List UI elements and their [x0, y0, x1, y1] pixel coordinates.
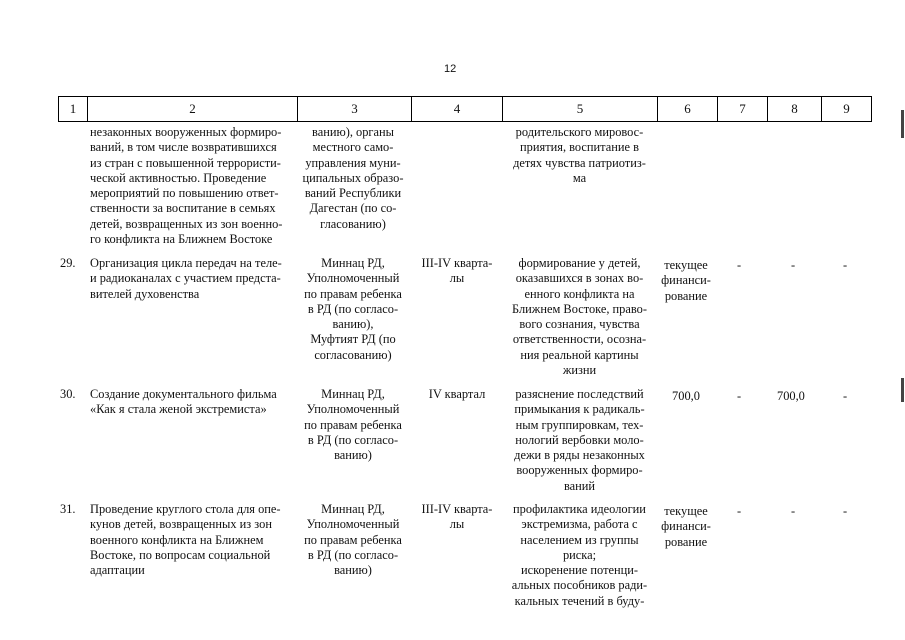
- header-col-4: 4: [412, 97, 503, 121]
- row-30-period: IV квартал: [428, 387, 486, 401]
- row-31-col8: -: [791, 504, 796, 518]
- scan-edge-mark: [901, 378, 904, 402]
- header-col-2: 2: [88, 97, 298, 121]
- continuation-executor: ванию), органы местного само- управления муни- ципальных образо- ваний Республики Дагестан (по со- гласованию): [302, 125, 404, 231]
- header-col-9: 9: [843, 101, 850, 116]
- page-number: 12: [444, 63, 457, 75]
- row-30-col7: -: [737, 389, 742, 403]
- row-31-measure: Проведение круглого стола для опе- кунов детей, возвращенных из зон военного конфликта на Ближнем Востоке, по вопросам социальной адаптации: [90, 502, 281, 578]
- continuation-result: родительского мировос- приятия, воспитание в детях чувства патриотиз- ма: [513, 125, 646, 185]
- row-29-measure: Организация цикла передач на теле- и радиоканалах с участием предста- вителей духовенства: [90, 256, 282, 301]
- row-30-number: 30.: [60, 387, 76, 401]
- row-29-number: 29.: [60, 256, 76, 270]
- header-col-1: 1: [59, 97, 88, 121]
- row-30-executor: Миннац РД, Уполномоченный по правам ребенка в РД (по согласо- ванию): [304, 387, 402, 463]
- scan-edge-mark: [901, 110, 904, 138]
- header-col-3: 3: [298, 97, 412, 121]
- header-col-7: 7: [718, 97, 768, 121]
- row-30-funding: 700,0: [672, 389, 700, 403]
- continuation-measure: незаконных вооруженных формиро- ваний, в том числе возвратившихся из стран с повышенной террористи- ческой активностью. Проведение мероприятий по повышению ответ- ственности за воспитание в семьях детей, возвращенных из зон военно- го конфликта на Ближнем Востоке: [90, 125, 283, 247]
- row-31-number: 31.: [60, 502, 76, 516]
- row-30-col9: -: [843, 389, 848, 403]
- row-30-measure: Создание документального фильма «Как я стала женой экстремиста»: [90, 387, 277, 417]
- row-31-col7: -: [737, 504, 742, 518]
- row-31-executor: Миннац РД, Уполномоченный по правам ребенка в РД (по согласо- ванию): [304, 502, 402, 578]
- row-29-result: формирование у детей, оказавшихся в зонах во- енного конфликта на Ближнем Востоке, право- вого сознания, чувства ответственности, осозна- ния реальной картины жизни: [512, 256, 647, 378]
- row-29-period: III-IV кварта- лы: [421, 256, 493, 286]
- row-31-result: профилактика идеологии экстремизма, работа с населением из группы риска; искоренение потенци- альных пособников ради- кальных течений в буду-: [511, 502, 648, 608]
- row-29-col8: -: [791, 258, 796, 272]
- row-29-funding: текущее финанси- рование: [661, 258, 711, 303]
- row-29-col7: -: [737, 258, 742, 272]
- row-31-funding: текущее финанси- рование: [661, 504, 711, 549]
- row-31-period: III-IV кварта- лы: [421, 502, 493, 532]
- header-col-8: 8: [768, 97, 822, 121]
- table-header: [58, 96, 872, 122]
- row-31-col9: -: [843, 504, 848, 518]
- row-29-executor: Миннац РД, Уполномоченный по правам ребенка в РД (по согласо- ванию), Муфтият РД (по согласованию): [304, 256, 402, 362]
- header-col-6: 6: [658, 97, 718, 121]
- row-30-result: разяснение последствий примыкания к радикаль- ным группировкам, тех- нологий вербовки моло- дежи в ряды незаконных вооруженных формиро- ваний: [514, 387, 645, 493]
- row-30-col8: 700,0: [777, 389, 805, 403]
- header-col-5: 5: [503, 97, 658, 121]
- row-29-col9: -: [843, 258, 848, 272]
